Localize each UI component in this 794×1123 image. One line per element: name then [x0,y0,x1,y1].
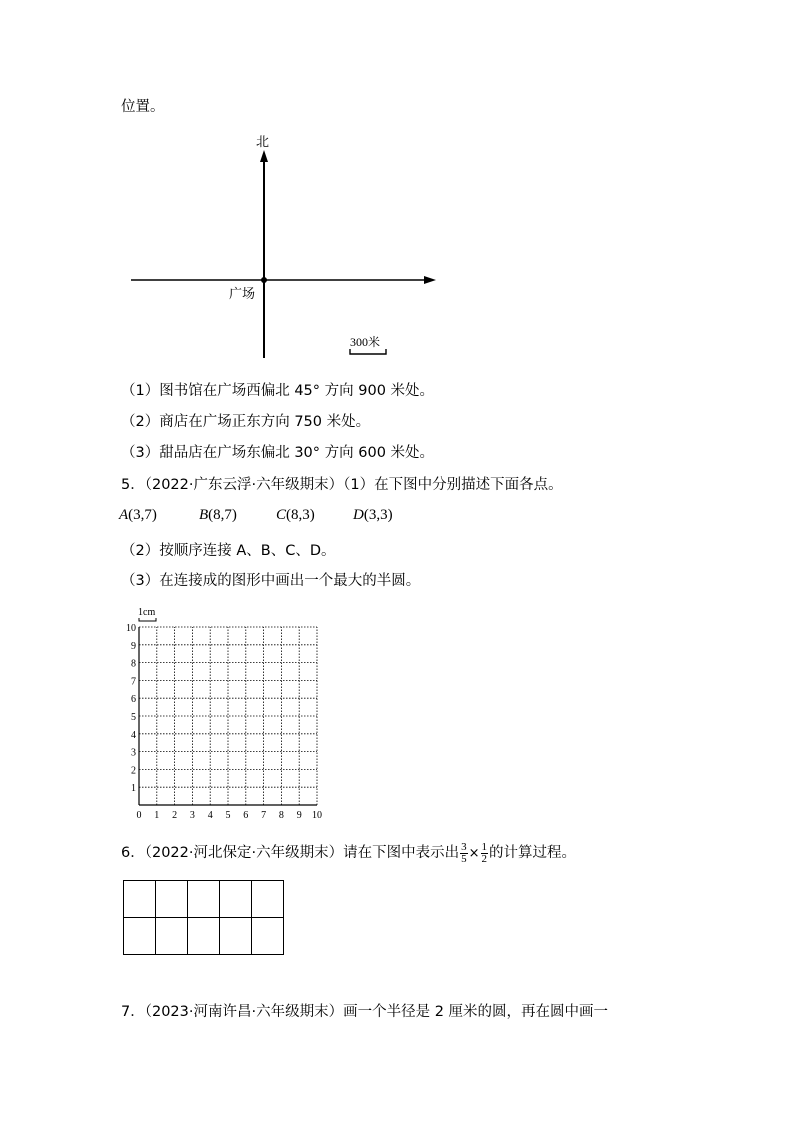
x-tick-label: 3 [189,810,195,821]
grid-scale-bar [139,618,156,621]
point-b-name: B [199,507,209,523]
fraction-cell [220,881,252,918]
north-label: 北 [256,134,270,149]
x-tick-label: 4 [207,810,213,821]
fraction-cell [156,881,188,918]
point-a-name: A [119,507,129,523]
q4-item-3: （3）甜品店在广场东偏北 30° 方向 600 米处。 [121,445,435,461]
q5-step-2: （2）按顺序连接 A、B、C、D。 [121,543,336,559]
fraction-cell [252,881,284,918]
fraction-cell [252,918,284,955]
frac2-numerator: 1 [481,840,487,853]
y-tick-label: 5 [131,712,136,723]
east-arrow-icon [424,276,436,284]
fraction-cell [156,918,188,955]
q6-header-tail: 的计算过程。 [489,845,576,861]
north-arrow-icon [260,150,268,162]
point-d-coords: (3,3) [363,507,393,523]
q5-header: 5．（2022·广东云浮·六年级期末）（1）在下图中分别描述下面各点。 [121,477,563,493]
point-a-coords: (3,7) [128,507,157,523]
q7-header: 7．（2023·河南许昌·六年级期末）画一个半径是 2 厘米的圆，再在圆中画一 [121,1004,609,1020]
y-tick-label: 1 [131,783,136,795]
fraction-cell [220,918,252,955]
scale-bar [350,349,386,354]
fraction-one-half [481,842,489,865]
y-tick-label: 2 [131,765,136,777]
grid-scale-label: 1cm [138,607,156,618]
point-d [353,507,393,524]
grid-lines [139,627,317,805]
coordinate-grid [118,604,333,822]
x-tick-label: 1 [154,810,160,821]
point-c-coords: (8,3) [286,507,315,523]
fraction-three-fifths [460,842,468,865]
fraction-grid [123,880,284,955]
y-tick-label: 10 [126,623,136,634]
q6-header-text: 6．（2022·河北保定·六年级期末）请在下图中表示出 [121,845,460,861]
q6-header [121,838,576,869]
frac1-denominator: 5 [461,852,467,865]
origin-point [261,277,267,283]
x-tick-label: 8 [278,810,284,821]
compass-svg [125,130,445,365]
fraction-cell [188,881,220,918]
point-c-name: C [276,507,287,523]
x-tick-label: 0 [136,810,142,821]
q5-step-3: （3）在连接成的图形中画出一个最大的半圆。 [121,573,421,589]
x-tick-label: 10 [312,810,322,821]
point-b-coords: (8,7) [208,507,237,523]
x-tick-label: 9 [296,810,302,821]
frac1-numerator: 3 [461,840,467,853]
x-axis-labels [137,810,323,821]
point-d-name: D [353,507,364,523]
y-tick-label: 3 [131,747,136,759]
point-a [119,507,157,524]
fraction-cell [188,918,220,955]
y-tick-label: 6 [131,694,136,706]
y-tick-label: 4 [131,729,136,741]
scale-label: 300米 [350,335,381,349]
fraction-table-row [124,881,284,918]
x-tick-label: 6 [243,810,249,821]
y-tick-label: 8 [131,658,136,670]
x-tick-label: 5 [225,810,231,821]
point-c [276,507,315,524]
fraction-cell [124,918,156,955]
frac2-denominator: 2 [481,852,487,865]
y-tick-label: 9 [131,640,136,652]
origin-label: 广场 [229,286,256,301]
x-tick-label: 7 [261,810,267,821]
fraction-cell [124,881,156,918]
times-sign: × [468,846,480,861]
y-tick-label: 7 [131,676,136,688]
q4-item-1: （1）图书馆在广场西偏北 45° 方向 900 米处。 [121,383,435,399]
x-tick-label: 2 [172,810,178,821]
fraction-table [123,880,284,955]
continued-text: 位置。 [121,99,165,115]
point-b [199,507,237,524]
q4-item-2: （2）商店在广场正东方向 750 米处。 [121,414,371,430]
fraction-table-row [124,918,284,955]
y-axis-labels [126,623,136,794]
compass-diagram [125,130,445,365]
grid-svg [118,604,333,822]
